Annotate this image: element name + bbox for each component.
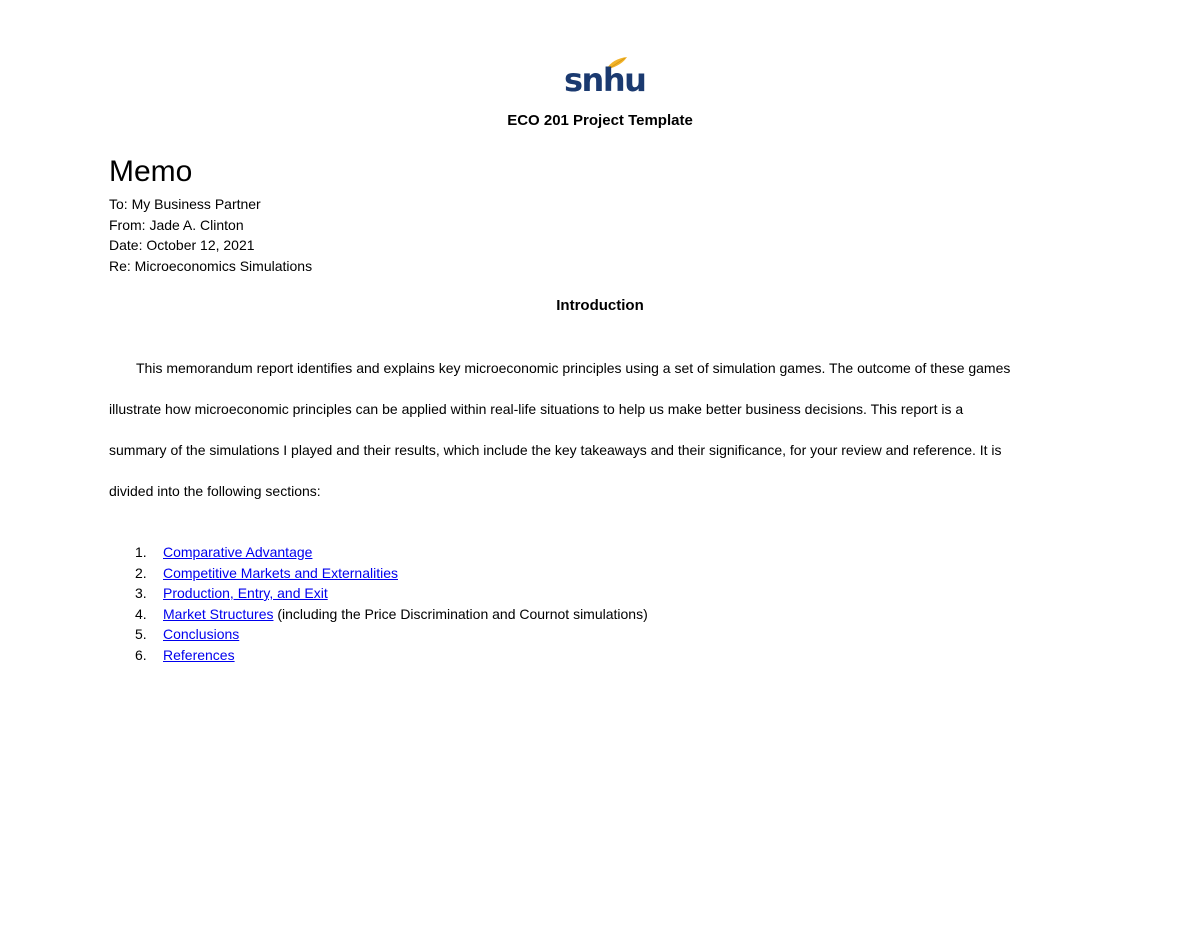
snhu-logo [564, 56, 646, 104]
link-competitive-markets[interactable]: Competitive Markets and Externalities [163, 564, 398, 581]
link-market-structures[interactable]: Market Structures [163, 605, 274, 622]
paragraph-line: This memorandum report identifies and explains key microeconomic principles using a set of simulation games. The outcome of these games [136, 360, 1011, 376]
list-item [109, 563, 648, 584]
list-number: 3. [135, 585, 147, 601]
list-item [109, 583, 648, 604]
memo-date: Date: October 12, 2021 [109, 237, 255, 253]
list-number: 4. [135, 605, 147, 622]
link-references[interactable]: References [163, 646, 235, 663]
introduction-paragraph [109, 358, 1094, 522]
link-comparative-advantage[interactable]: Comparative Advantage [163, 544, 313, 560]
list-number: 5. [135, 626, 147, 642]
introduction-heading: Introduction [556, 297, 644, 314]
list-item [109, 542, 648, 563]
paragraph-line: summary of the simulations I played and their results, which include the key takeaways and their significance, for your review and reference. It is [109, 442, 1002, 458]
link-conclusions[interactable]: Conclusions [163, 626, 240, 642]
list-item [109, 624, 648, 645]
paragraph-line: illustrate how microeconomic principles can be applied within real-life situations to help us make better business decisions. This report is a [109, 401, 964, 417]
sections-list [109, 542, 648, 665]
list-item [109, 645, 648, 666]
memo-from: From: Jade A. Clinton [109, 216, 244, 233]
list-number: 1. [135, 544, 147, 560]
memo-subject: Re: Microeconomics Simulations [109, 257, 313, 274]
list-number: 2. [135, 564, 147, 581]
list-item [109, 604, 648, 625]
memo-header [109, 194, 312, 276]
list-suffix: (including the Price Discrimination and Cournot simulations) [273, 605, 648, 622]
logo-wordmark: snhu [564, 61, 646, 99]
memo-to: To: My Business Partner [109, 196, 261, 212]
memo-title: Memo [109, 155, 193, 188]
link-production-entry-exit[interactable]: Production, Entry, and Exit [163, 585, 328, 601]
template-title: ECO 201 Project Template [507, 112, 693, 129]
list-number: 6. [135, 646, 147, 663]
paragraph-line: divided into the following sections: [109, 483, 321, 499]
